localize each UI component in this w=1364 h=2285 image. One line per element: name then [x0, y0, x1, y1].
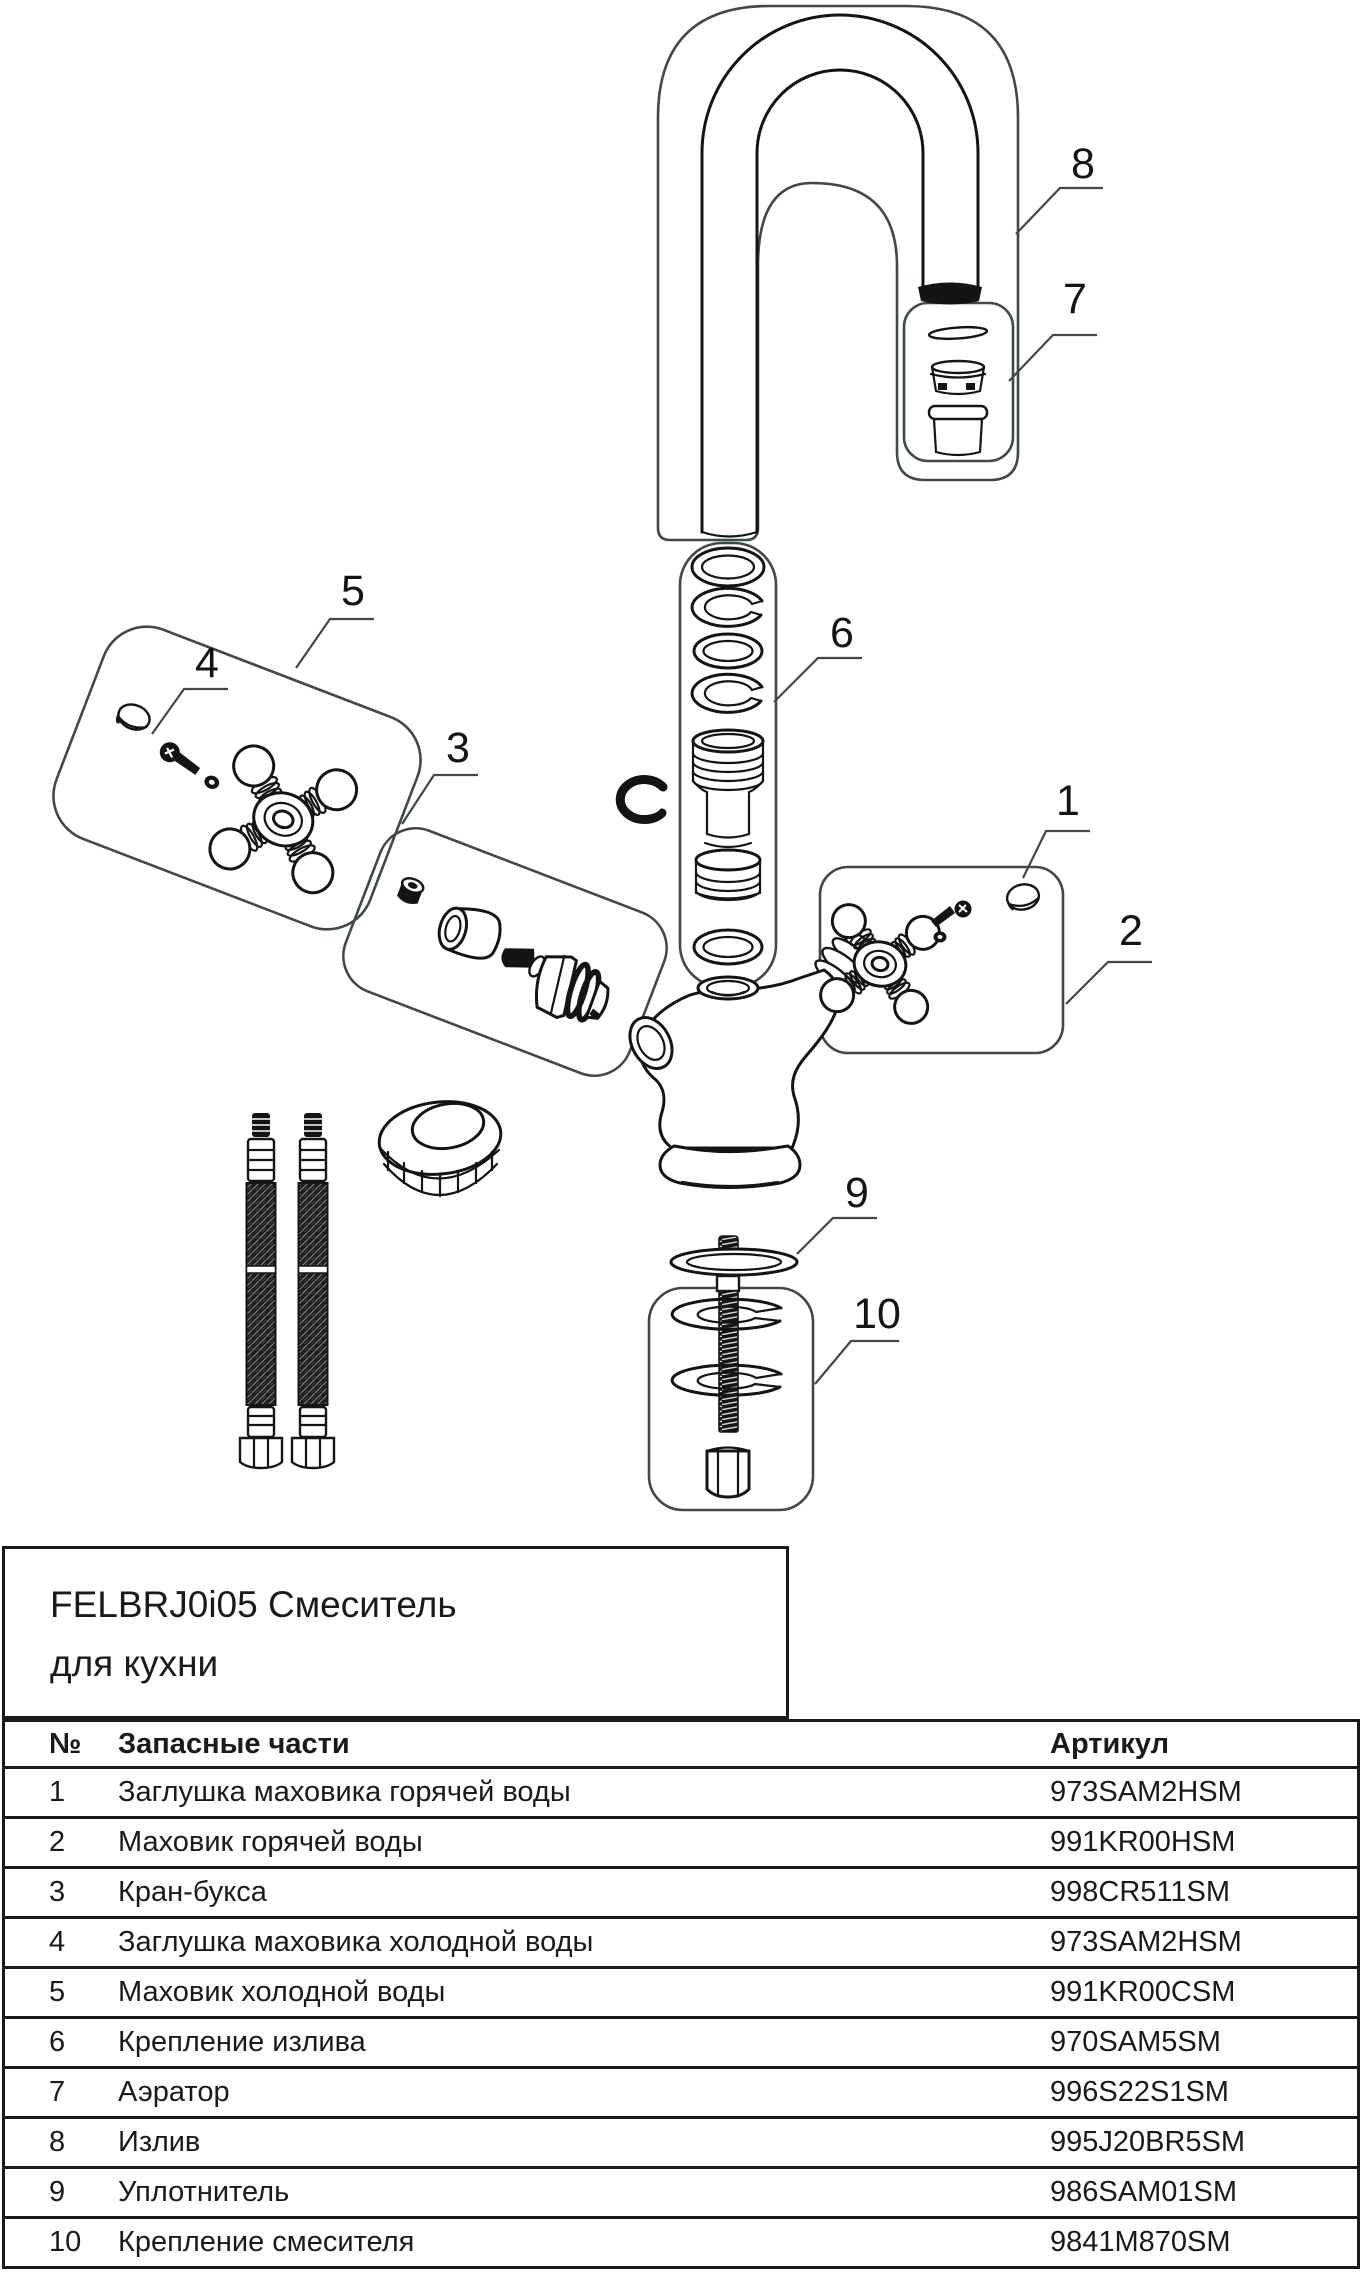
cell-num: 3: [49, 1876, 66, 1908]
cell-article: 986SAM01SM: [1050, 2176, 1237, 2208]
cold-handle-parts: [77, 680, 380, 916]
cell-article: 970SAM5SM: [1050, 2026, 1221, 2058]
header-article: Артикул: [1050, 1727, 1169, 1760]
cell-num: 8: [49, 2126, 66, 2158]
cell-num: 7: [49, 2076, 66, 2108]
callout-boxes: [40, 6, 1063, 1510]
table-row: [5, 1819, 1357, 1869]
cell-num: 2: [49, 1826, 66, 1858]
callout-6: 6: [830, 609, 854, 657]
mounting-nut-plastic: [376, 1096, 505, 1196]
cold-handwheel: [186, 723, 380, 917]
table-row: [5, 1969, 1357, 2019]
cell-num: 6: [49, 2026, 66, 2058]
spout-drawing: [702, 15, 982, 537]
ceramic-cartridge: [489, 937, 616, 1030]
cell-name: Кран-букса: [118, 1876, 267, 1908]
product-title-box: [2, 1546, 789, 1719]
mounting-hardware: [671, 1236, 797, 1497]
table-row: [5, 2119, 1357, 2169]
table-header-row: [5, 1722, 1357, 1769]
cell-num: 9: [49, 2176, 66, 2208]
supply-hoses: [240, 1113, 334, 1468]
retaining-clip: [620, 780, 663, 820]
aerator-thread-band: [918, 283, 982, 305]
cell-name: Заглушка маховика горячей воды: [118, 1776, 571, 1808]
table-row: [5, 1769, 1357, 1819]
header-parts: Запасные части: [118, 1727, 350, 1760]
cell-article: 991KR00HSM: [1050, 1826, 1236, 1858]
cell-name: Излив: [118, 2126, 201, 2158]
product-title-line2: для кухни: [50, 1643, 219, 1684]
callout-2: 2: [1119, 907, 1143, 955]
cell-name: Маховик холодной воды: [118, 1976, 446, 2008]
cell-article: 998CR511SM: [1050, 1876, 1231, 1908]
callout-10: 10: [853, 1290, 901, 1338]
cell-name: Крепление излива: [118, 2026, 366, 2058]
index-pin: [396, 875, 425, 906]
hot-handle-cap: [1004, 881, 1041, 912]
table-row: [5, 2069, 1357, 2119]
callout-8: 8: [1071, 140, 1095, 188]
mounting-hex-nut: [707, 1451, 749, 1497]
table-row: [5, 1869, 1357, 1919]
parts-table: [2, 1719, 1360, 2269]
cold-handle-cap: [114, 700, 153, 734]
faucet-body: [622, 923, 886, 1188]
callout-7: 7: [1063, 275, 1087, 323]
cell-article: 973SAM2HSM: [1050, 1776, 1242, 1808]
handle-screw: [931, 901, 972, 928]
table-row: [5, 2019, 1357, 2069]
cartridge-parts: [375, 875, 625, 1037]
cell-article: 9841M870SM: [1050, 2226, 1231, 2258]
cell-name: Аэратор: [118, 2076, 230, 2108]
handle-screw: [156, 739, 205, 775]
spout-fastener-parts: [692, 548, 764, 964]
callout-4: 4: [195, 639, 219, 687]
cell-article: 973SAM2HSM: [1050, 1926, 1242, 1958]
cell-num: 10: [49, 2226, 82, 2258]
flex-hose: [292, 1113, 334, 1468]
cell-num: 1: [49, 1776, 66, 1808]
aerator-parts: [929, 325, 988, 455]
callout-1: 1: [1056, 777, 1080, 825]
callout-9: 9: [845, 1169, 869, 1217]
product-title-line1: FELBRJ0i05 Смеситель: [50, 1584, 457, 1625]
callout-3: 3: [446, 724, 470, 772]
cell-name: Крепление смесителя: [118, 2226, 415, 2258]
callout-5: 5: [341, 567, 365, 615]
table-row: [5, 2219, 1357, 2266]
flex-hose: [240, 1113, 282, 1468]
cell-name: Заглушка маховика холодной воды: [118, 1926, 594, 1958]
cell-name: Уплотнитель: [118, 2176, 290, 2208]
cell-article: 991KR00CSM: [1050, 1976, 1236, 2008]
cell-article: 995J20BR5SM: [1050, 2126, 1246, 2158]
table-rows: [5, 1769, 1357, 2266]
cell-num: 4: [49, 1926, 66, 1958]
cell-name: Маховик горячей воды: [118, 1826, 423, 1858]
cartridge-sleeve: [434, 901, 504, 963]
cell-num: 5: [49, 1976, 66, 2008]
header-num: №: [49, 1727, 82, 1760]
cell-article: 996S22S1SM: [1050, 2076, 1229, 2108]
table-row: [5, 2169, 1357, 2219]
table-row: [5, 1919, 1357, 1969]
